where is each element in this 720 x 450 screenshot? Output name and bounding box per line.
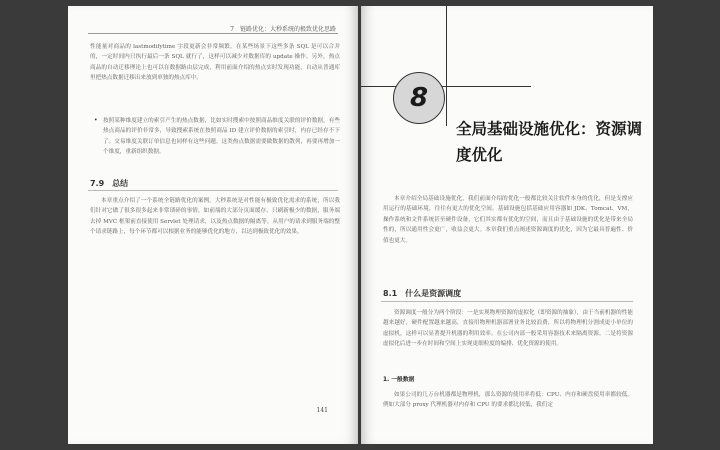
section-rule xyxy=(88,190,338,191)
body-paragraph: 资源调度一般分为两个阶段：一是实现物理资源的虚拟化（即资源的抽象），由于当前机器的性能越来越好，硬件配置越来越高，直接用物理机器部署业务比较浪费，所以将物理机分割成更小单位的虚拟机，这样可以显著提升机器的利用效率。在公司内部一般采用容器技术来隔离资源。二是将资源虚拟化后进一步在时间和空间上实现更细粒度的编排、优化资源的使用。 xyxy=(383,310,633,348)
section-heading: 7.9 总结 xyxy=(90,179,129,188)
chapter-horizontal-line xyxy=(361,86,531,87)
header-rule xyxy=(88,33,338,34)
intro-paragraph: 本章介绍全局基础设施优化，我们前面介绍的优化一般都比较关注软件本身的优化，但是支撑应用运行的基础环境，往往有更大的优化空间。基础设施包括基础应用容器如 JDK、Tomcat、VM，操作系统和文件系统甚至硬件设备，它们其实都有优化的空间，而且由于基础设施的优化是带来全局性的，所以通用性会更广，收益会更大。本章我们重点阐述资源调度的优化，因为它最具普遍性、价值也更大。 xyxy=(383,196,633,244)
body-paragraph: 性能量对商品的 lastmodifytime 字段更新会非常频繁。在某些场景下这些多条 SQL 是可以合并的，一定时间内只执行最后一条 SQL 就行了，这样可以减少对数据库的 update 操作。另外，热点商品的自动迁移理论上也可以在数据路由层完成，利用前面介绍的热点实时发现功能，自动从普通库里把热点数据迁移出来放到单独的热点库中。 xyxy=(90,44,340,82)
chapter-number: 8 xyxy=(409,83,429,113)
bullet-item xyxy=(90,116,340,158)
body-paragraph: 本章重点介绍了一个系统全链路优化的案例。大秒系统是对性能有极致优化需求的系统，所以我们针对它做了很多很多起来非常琐碎的事情，如前端的大部分页面缓存、只刷新极少的数据，服务端去掉 MVC 框架前直接使用 Servlet 处理请求，以及热点数据的隔离等。从用户的请求到服务端的整个请求链路上，每个环节都可以根据业务的能够优化的地方，以达到极致优化的效果。 xyxy=(90,198,340,236)
left-page xyxy=(68,6,358,444)
right-page xyxy=(361,6,653,444)
running-head: 7 链路优化：大秒系统的极致优化思路 xyxy=(230,26,336,33)
chapter-vertical-line xyxy=(446,6,447,126)
body-paragraph: 如果公司的几万台机器都是物理机，那么资源的使用率将低：CPU、内存和硬盘使用率都较低。例如大部分 proxy 代理机器对内存和 CPU 的要求都比较低，我们定 xyxy=(383,392,633,409)
bullet-dot-icon: • xyxy=(94,117,98,124)
sub-heading: 1. 一般数据 xyxy=(383,377,415,383)
chapter-title: 全局基础设施优化：资源调度优化 xyxy=(456,120,643,164)
bullet-text: 按照某种维度建立的索引产生的热点数据，比如实时搜索中按照商品维度关联的评价数据，有些热点商品的评价非常多，导致搜索系统在按照商品 ID 建立评价数据的索引时，内存已经存不下了。交易维度关联订单信息也同样有这些问题。这类热点数据需要做数据的散列，再要再增加一个维度，重新组织数据。 xyxy=(103,118,340,156)
section-rule xyxy=(381,301,633,302)
chapter-number-badge xyxy=(393,72,445,124)
section-heading: 8.1 什么是资源调度 xyxy=(383,289,462,298)
page-number: 141 xyxy=(316,407,328,414)
